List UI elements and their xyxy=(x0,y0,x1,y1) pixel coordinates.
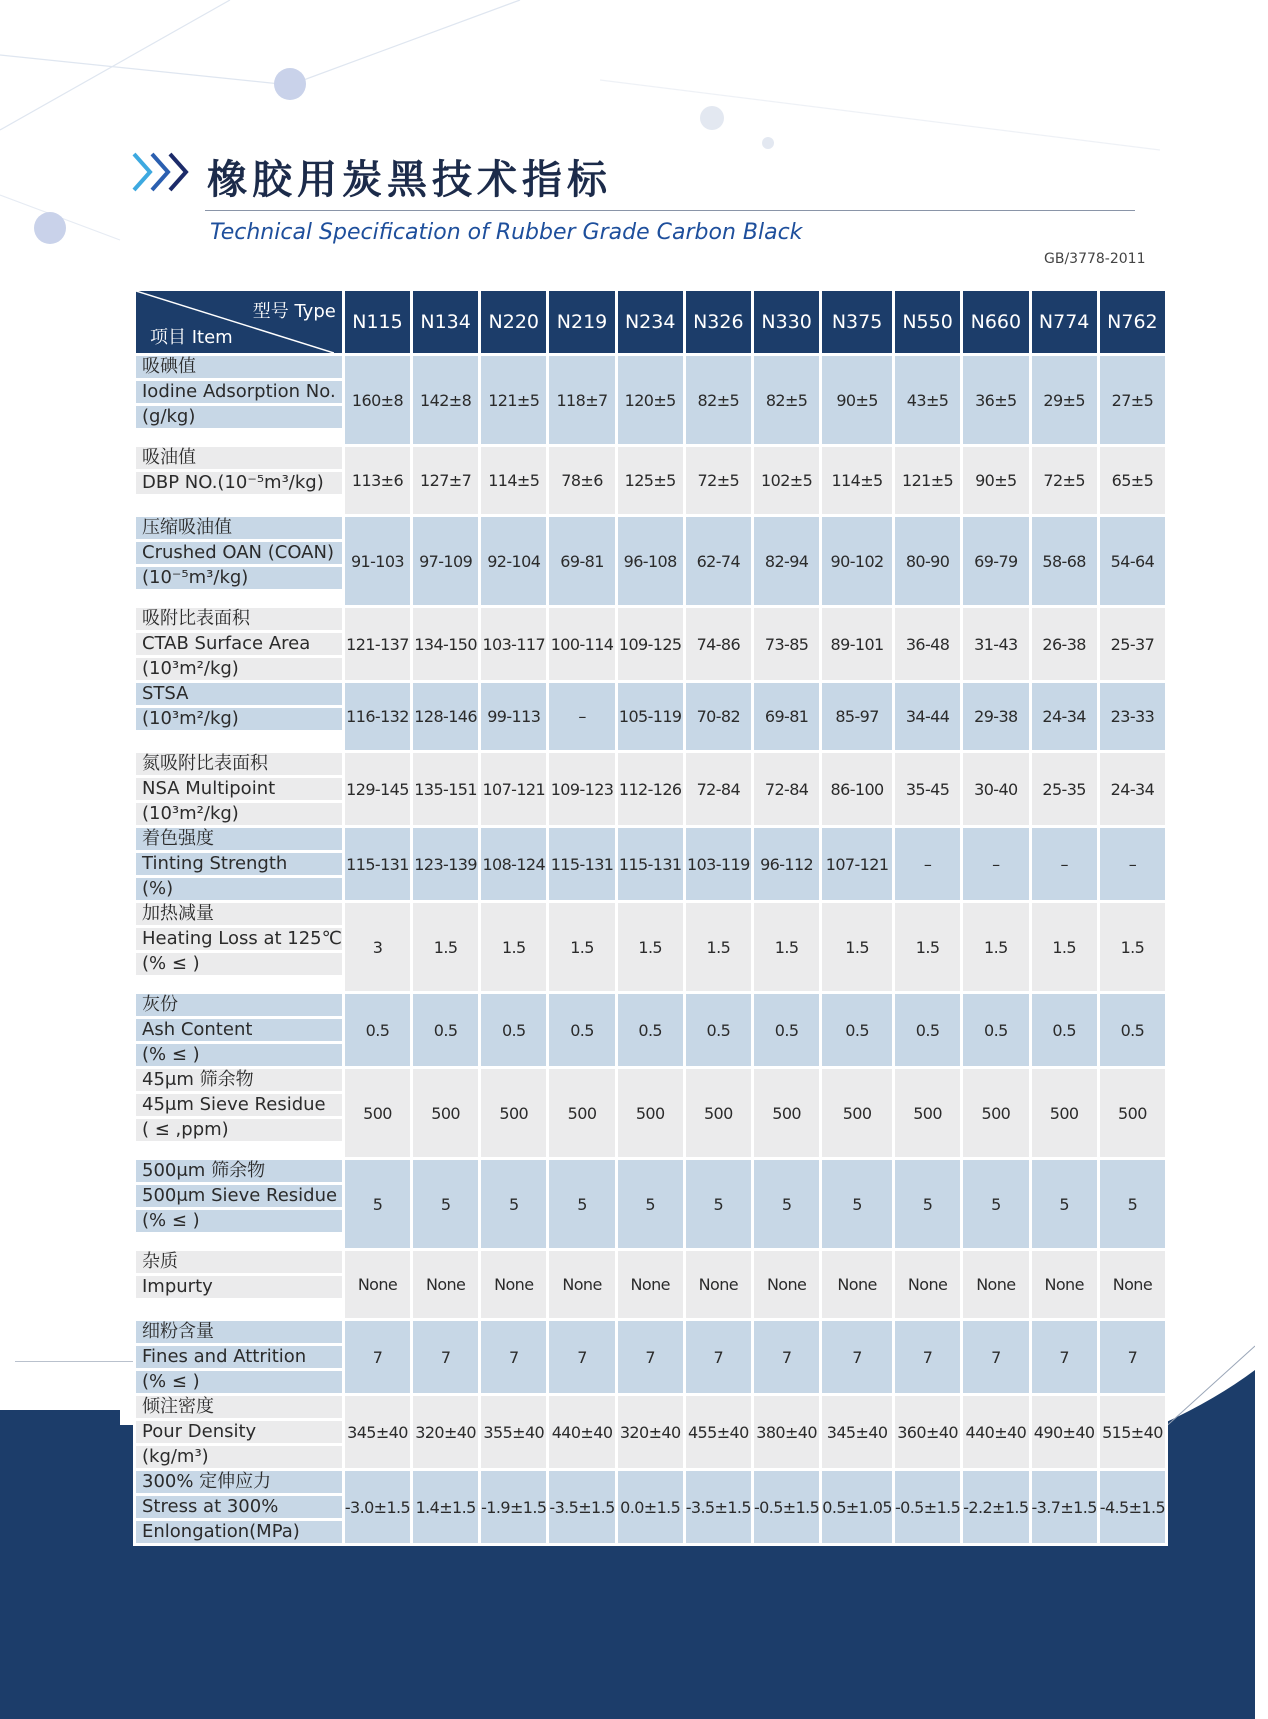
table-cell: 118±7 xyxy=(549,356,614,444)
row-label-line: 45μm 筛余物 xyxy=(136,1069,342,1091)
standard-reference: GB/3778-2011 xyxy=(1044,251,1146,267)
table-cell: 30-40 xyxy=(963,753,1028,825)
table-row xyxy=(136,1160,1165,1248)
table-cell: 91-103 xyxy=(345,517,410,605)
table-cell: 0.5 xyxy=(822,994,892,1066)
table-cell: – xyxy=(549,683,614,750)
row-label-line: (10³m²/kg) xyxy=(136,708,342,730)
table-cell: 96-108 xyxy=(618,517,683,605)
table-cell: 355±40 xyxy=(481,1396,546,1468)
column-header: N375 xyxy=(822,291,892,353)
table-cell: 134-150 xyxy=(413,608,478,680)
table-cell: 0.5 xyxy=(549,994,614,1066)
table-cell: 500 xyxy=(686,1069,751,1157)
table-cell: 86-100 xyxy=(822,753,892,825)
table-cell: 1.5 xyxy=(481,903,546,991)
row-label xyxy=(136,1396,342,1468)
table-cell: 1.5 xyxy=(1100,903,1165,991)
table-cell: 500 xyxy=(345,1069,410,1157)
row-label-line: ( ≤ ,ppm) xyxy=(136,1119,342,1141)
table-row xyxy=(136,683,1165,750)
table-cell: 31-43 xyxy=(963,608,1028,680)
table-cell: 5 xyxy=(963,1160,1028,1248)
table-cell: 1.5 xyxy=(822,903,892,991)
table-cell: 5 xyxy=(822,1160,892,1248)
table-cell: 92-104 xyxy=(481,517,546,605)
table-cell: 109-123 xyxy=(549,753,614,825)
table-cell: 7 xyxy=(413,1321,478,1393)
table-cell: 35-45 xyxy=(895,753,960,825)
table-cell: 109-125 xyxy=(618,608,683,680)
table-row xyxy=(136,828,1165,900)
column-header: N762 xyxy=(1100,291,1165,353)
row-label-line: CTAB Surface Area xyxy=(136,633,342,655)
table-cell: 1.4±1.5 xyxy=(413,1471,478,1543)
table-cell: 114±5 xyxy=(822,447,892,514)
row-label-line: 吸油值 xyxy=(136,447,342,469)
table-cell: 500 xyxy=(413,1069,478,1157)
specification-table xyxy=(133,288,1168,1546)
table-row xyxy=(136,994,1165,1066)
table-cell: 123-139 xyxy=(413,828,478,900)
item-header-label: 项目 Item xyxy=(150,327,233,348)
table-cell: None xyxy=(754,1251,819,1318)
table-cell: 7 xyxy=(963,1321,1028,1393)
table-cell: 0.0±1.5 xyxy=(618,1471,683,1543)
table-cell: None xyxy=(963,1251,1028,1318)
table-cell: 90±5 xyxy=(822,356,892,444)
table-cell: 62-74 xyxy=(686,517,751,605)
table-cell: 69-81 xyxy=(549,517,614,605)
table-cell: 1.5 xyxy=(754,903,819,991)
table-cell: 128-146 xyxy=(413,683,478,750)
table-cell: 0.5 xyxy=(1032,994,1097,1066)
table-cell: 7 xyxy=(822,1321,892,1393)
page-title: 橡胶用炭黑技术指标 xyxy=(207,157,612,203)
table-cell: -0.5±1.5 xyxy=(895,1471,960,1543)
table-cell: 1.5 xyxy=(963,903,1028,991)
table-cell: 7 xyxy=(686,1321,751,1393)
table-cell: 74-86 xyxy=(686,608,751,680)
row-label-line: 吸附比表面积 xyxy=(136,608,342,630)
table-cell: 121±5 xyxy=(481,356,546,444)
row-label-line: Tinting Strength xyxy=(136,853,342,875)
table-cell: 500 xyxy=(963,1069,1028,1157)
row-label-line: (g/kg) xyxy=(136,406,342,428)
table-cell: 107-121 xyxy=(822,828,892,900)
row-label xyxy=(136,1321,342,1393)
row-label xyxy=(136,683,342,750)
table-cell: 5 xyxy=(686,1160,751,1248)
table-cell: -2.2±1.5 xyxy=(963,1471,1028,1543)
table-row xyxy=(136,608,1165,680)
table-cell: 5 xyxy=(754,1160,819,1248)
table-cell: 500 xyxy=(754,1069,819,1157)
table-cell: – xyxy=(963,828,1028,900)
table-cell: 500 xyxy=(1100,1069,1165,1157)
row-label-line: 着色强度 xyxy=(136,828,342,850)
table-cell: 114±5 xyxy=(481,447,546,514)
table-cell: 78±6 xyxy=(549,447,614,514)
table-cell: 440±40 xyxy=(549,1396,614,1468)
row-label-line: Pour Density xyxy=(136,1421,342,1443)
table-row xyxy=(136,517,1165,605)
table-cell: 0.5 xyxy=(413,994,478,1066)
table-cell: 43±5 xyxy=(895,356,960,444)
row-label-line: Heating Loss at 125℃ xyxy=(136,928,342,950)
table-cell: 490±40 xyxy=(1032,1396,1097,1468)
column-header: N660 xyxy=(963,291,1028,353)
table-cell: None xyxy=(549,1251,614,1318)
row-label xyxy=(136,608,342,680)
table-cell: None xyxy=(822,1251,892,1318)
table-cell: 0.5 xyxy=(345,994,410,1066)
table-cell: 72-84 xyxy=(686,753,751,825)
table-cell: None xyxy=(686,1251,751,1318)
table-cell: 36-48 xyxy=(895,608,960,680)
row-label xyxy=(136,1069,342,1157)
row-label-line: Crushed OAN (COAN) xyxy=(136,542,342,564)
row-label-line: 压缩吸油值 xyxy=(136,517,342,539)
row-label-line: DBP NO.(10⁻⁵m³/kg) xyxy=(136,472,342,494)
row-label xyxy=(136,1471,342,1543)
table-cell: -3.5±1.5 xyxy=(686,1471,751,1543)
table-cell: 142±8 xyxy=(413,356,478,444)
right-margin xyxy=(1255,0,1268,1719)
table-cell: 500 xyxy=(895,1069,960,1157)
row-label-line: (% ≤ ) xyxy=(136,1371,342,1393)
table-cell: 0.5 xyxy=(686,994,751,1066)
table-cell: 345±40 xyxy=(345,1396,410,1468)
column-header: N774 xyxy=(1032,291,1097,353)
table-cell: -0.5±1.5 xyxy=(754,1471,819,1543)
row-label-line: (% ≤ ) xyxy=(136,1044,342,1066)
table-cell: 0.5 xyxy=(963,994,1028,1066)
table-cell: 82±5 xyxy=(754,356,819,444)
row-label-line: Fines and Attrition xyxy=(136,1346,342,1368)
table-cell: 29-38 xyxy=(963,683,1028,750)
column-header: N220 xyxy=(481,291,546,353)
table-cell: 1.5 xyxy=(549,903,614,991)
row-label xyxy=(136,903,342,991)
row-label-line: 500μm 筛余物 xyxy=(136,1160,342,1182)
row-label xyxy=(136,828,342,900)
table-cell: 24-34 xyxy=(1100,753,1165,825)
table-cell: -1.9±1.5 xyxy=(481,1471,546,1543)
row-label-line: STSA xyxy=(136,683,342,705)
row-label-line: Impurty xyxy=(136,1276,342,1298)
table-cell: None xyxy=(1032,1251,1097,1318)
column-header: N330 xyxy=(754,291,819,353)
table-cell: 115-131 xyxy=(618,828,683,900)
table-cell: 7 xyxy=(1100,1321,1165,1393)
table-cell: 7 xyxy=(1032,1321,1097,1393)
table-cell: 0.5 xyxy=(618,994,683,1066)
row-label-line: 倾注密度 xyxy=(136,1396,342,1418)
table-cell: 89-101 xyxy=(822,608,892,680)
table-cell: 90±5 xyxy=(963,447,1028,514)
table-cell: 102±5 xyxy=(754,447,819,514)
table-row xyxy=(136,1396,1165,1468)
table-cell: 5 xyxy=(549,1160,614,1248)
table-cell: 115-131 xyxy=(345,828,410,900)
table-cell: 103-119 xyxy=(686,828,751,900)
table-cell: 100-114 xyxy=(549,608,614,680)
table-cell: 54-64 xyxy=(1100,517,1165,605)
row-label xyxy=(136,994,342,1066)
table-cell: 24-34 xyxy=(1032,683,1097,750)
table-cell: 23-33 xyxy=(1100,683,1165,750)
table-cell: 0.5±1.05 xyxy=(822,1471,892,1543)
table-cell: 5 xyxy=(481,1160,546,1248)
table-cell: 0.5 xyxy=(895,994,960,1066)
table-cell: 1.5 xyxy=(413,903,478,991)
table-cell: 5 xyxy=(618,1160,683,1248)
table-cell: 34-44 xyxy=(895,683,960,750)
table-cell: 113±6 xyxy=(345,447,410,514)
row-label-line: Stress at 300% xyxy=(136,1496,342,1518)
table-cell: 500 xyxy=(618,1069,683,1157)
row-label xyxy=(136,1160,342,1248)
table-cell: – xyxy=(895,828,960,900)
table-cell: 29±5 xyxy=(1032,356,1097,444)
table-cell: 7 xyxy=(345,1321,410,1393)
table-cell: 320±40 xyxy=(413,1396,478,1468)
row-label-line: 杂质 xyxy=(136,1251,342,1273)
table-cell: 1.5 xyxy=(686,903,751,991)
column-header: N219 xyxy=(549,291,614,353)
type-header-label: 型号 Type xyxy=(252,301,336,322)
row-label-line: 45μm Sieve Residue xyxy=(136,1094,342,1116)
row-label-line: NSA Multipoint xyxy=(136,778,342,800)
table-cell: 345±40 xyxy=(822,1396,892,1468)
title-divider xyxy=(205,210,1135,211)
row-label-line: (10³m²/kg) xyxy=(136,803,342,825)
table-cell: 0.5 xyxy=(481,994,546,1066)
table-cell: 116-132 xyxy=(345,683,410,750)
triple-chevron-icon xyxy=(130,150,195,194)
row-label-line: (% ≤ ) xyxy=(136,1210,342,1232)
table-cell: 120±5 xyxy=(618,356,683,444)
table-cell: 85-97 xyxy=(822,683,892,750)
table-cell: 125±5 xyxy=(618,447,683,514)
row-label-line: (%) xyxy=(136,878,342,900)
table-row xyxy=(136,1471,1165,1543)
table-cell: 26-38 xyxy=(1032,608,1097,680)
column-header: N134 xyxy=(413,291,478,353)
table-cell: 72±5 xyxy=(686,447,751,514)
table-cell: 500 xyxy=(1032,1069,1097,1157)
table-cell: 7 xyxy=(754,1321,819,1393)
row-label xyxy=(136,517,342,605)
table-row xyxy=(136,1321,1165,1393)
table-cell: 5 xyxy=(345,1160,410,1248)
row-label xyxy=(136,1251,342,1318)
table-cell: 115-131 xyxy=(549,828,614,900)
table-cell: 455±40 xyxy=(686,1396,751,1468)
table-cell: 27±5 xyxy=(1100,356,1165,444)
table-body xyxy=(136,356,1165,1543)
table-cell: 440±40 xyxy=(963,1396,1028,1468)
table-row xyxy=(136,753,1165,825)
page-subtitle: Technical Specification of Rubber Grade Carbon Black xyxy=(210,220,803,245)
row-label xyxy=(136,356,342,444)
table-cell: 127±7 xyxy=(413,447,478,514)
table-cell: 73-85 xyxy=(754,608,819,680)
table-cell: – xyxy=(1032,828,1097,900)
table-cell: 96-112 xyxy=(754,828,819,900)
table-cell: 69-79 xyxy=(963,517,1028,605)
table-header-row xyxy=(136,291,1165,353)
table-cell: 5 xyxy=(1032,1160,1097,1248)
table-cell: – xyxy=(1100,828,1165,900)
table-cell: None xyxy=(481,1251,546,1318)
table-cell: 320±40 xyxy=(618,1396,683,1468)
column-header: N326 xyxy=(686,291,751,353)
table-cell: 72-84 xyxy=(754,753,819,825)
row-label-line: 细粉含量 xyxy=(136,1321,342,1343)
table-cell: 360±40 xyxy=(895,1396,960,1468)
table-cell: 135-151 xyxy=(413,753,478,825)
row-label-line: (% ≤ ) xyxy=(136,953,342,975)
table-cell: 515±40 xyxy=(1100,1396,1165,1468)
row-label-line: 氮吸附比表面积 xyxy=(136,753,342,775)
table-cell: 1.5 xyxy=(1032,903,1097,991)
table-cell: 25-37 xyxy=(1100,608,1165,680)
table-cell: 36±5 xyxy=(963,356,1028,444)
table-row xyxy=(136,1069,1165,1157)
table-cell: 99-113 xyxy=(481,683,546,750)
table-cell: 103-117 xyxy=(481,608,546,680)
table-cell: -4.5±1.5 xyxy=(1100,1471,1165,1543)
row-label-line: 灰份 xyxy=(136,994,342,1016)
table-cell: 380±40 xyxy=(754,1396,819,1468)
table-cell: None xyxy=(1100,1251,1165,1318)
table-cell: None xyxy=(618,1251,683,1318)
table-cell: 107-121 xyxy=(481,753,546,825)
table-cell: 3 xyxy=(345,903,410,991)
table-cell: 1.5 xyxy=(618,903,683,991)
table-cell: 1.5 xyxy=(895,903,960,991)
table-cell: 500 xyxy=(549,1069,614,1157)
corner-header xyxy=(136,291,342,353)
table-cell: -3.5±1.5 xyxy=(549,1471,614,1543)
table-cell: 0.5 xyxy=(754,994,819,1066)
table-cell: 105-119 xyxy=(618,683,683,750)
row-label xyxy=(136,753,342,825)
table-cell: 70-82 xyxy=(686,683,751,750)
column-header: N550 xyxy=(895,291,960,353)
table-cell: 90-102 xyxy=(822,517,892,605)
table-cell: 7 xyxy=(895,1321,960,1393)
table-cell: 7 xyxy=(481,1321,546,1393)
table-cell: 82-94 xyxy=(754,517,819,605)
table-cell: 5 xyxy=(1100,1160,1165,1248)
table-cell: 65±5 xyxy=(1100,447,1165,514)
table-cell: 121-137 xyxy=(345,608,410,680)
table-cell: None xyxy=(345,1251,410,1318)
table-cell: 82±5 xyxy=(686,356,751,444)
table-cell: 160±8 xyxy=(345,356,410,444)
table-cell: 25-35 xyxy=(1032,753,1097,825)
table-cell: 7 xyxy=(618,1321,683,1393)
row-label xyxy=(136,447,342,514)
table-cell: -3.0±1.5 xyxy=(345,1471,410,1543)
table-row xyxy=(136,356,1165,444)
column-header: N234 xyxy=(618,291,683,353)
table-row xyxy=(136,447,1165,514)
table-cell: 80-90 xyxy=(895,517,960,605)
table-cell: 108-124 xyxy=(481,828,546,900)
table-cell: 5 xyxy=(895,1160,960,1248)
row-label-line: 吸碘值 xyxy=(136,356,342,378)
row-label-line: Enlongation(MPa) xyxy=(136,1521,342,1543)
table-cell: None xyxy=(895,1251,960,1318)
row-label-line: 500μm Sieve Residue xyxy=(136,1185,342,1207)
row-label-line: 300% 定伸应力 xyxy=(136,1471,342,1493)
row-label-line: 加热减量 xyxy=(136,903,342,925)
table-row xyxy=(136,903,1165,991)
table-cell: 500 xyxy=(822,1069,892,1157)
table-cell: None xyxy=(413,1251,478,1318)
table-row xyxy=(136,1251,1165,1318)
table-cell: 58-68 xyxy=(1032,517,1097,605)
row-label-line: Iodine Adsorption No. xyxy=(136,381,342,403)
table-cell: 500 xyxy=(481,1069,546,1157)
table-cell: 7 xyxy=(549,1321,614,1393)
table-cell: -3.7±1.5 xyxy=(1032,1471,1097,1543)
row-label-line: (10⁻⁵m³/kg) xyxy=(136,567,342,589)
column-header: N115 xyxy=(345,291,410,353)
table-cell: 129-145 xyxy=(345,753,410,825)
table-cell: 112-126 xyxy=(618,753,683,825)
row-label-line: Ash Content xyxy=(136,1019,342,1041)
divider-line xyxy=(15,1361,135,1362)
table-cell: 72±5 xyxy=(1032,447,1097,514)
table-cell: 5 xyxy=(413,1160,478,1248)
row-label-line: (kg/m³) xyxy=(136,1446,342,1468)
table-cell: 121±5 xyxy=(895,447,960,514)
table-cell: 97-109 xyxy=(413,517,478,605)
row-label-line: (10³m²/kg) xyxy=(136,658,342,680)
table-cell: 0.5 xyxy=(1100,994,1165,1066)
table-cell: 69-81 xyxy=(754,683,819,750)
